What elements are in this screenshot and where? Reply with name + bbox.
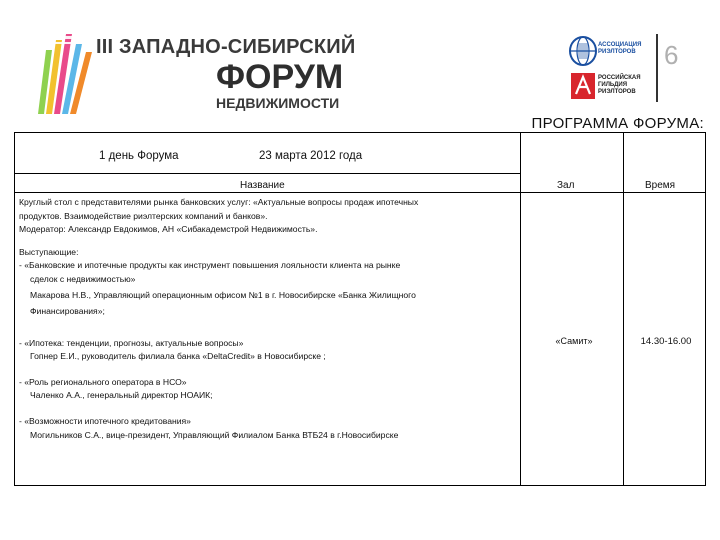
speaker-topic-cont: сделок с недвижимостью» [30,273,136,284]
table-col-divider [520,133,521,485]
partner-logo-guild [568,72,646,102]
speaker-name: Макарова Н.В., Управляющий операционным офисом №1 в г. Новосибирске «Банка Жилищного [30,289,416,300]
speaker-topic: - «Банковские и ипотечные продукты как инструмент повышения лояльности клиента на рынке [19,260,401,271]
speaker-name: Чаленко А.А., генеральный директор НОАИК; [30,390,213,401]
partner2-line3: РИЭЛТОРОВ [598,89,636,95]
forum-logo-icon [32,30,94,116]
forum-title [96,36,355,111]
partner2-line2: ГИЛЬДИЯ [598,82,628,88]
page-number: 6 [664,40,679,70]
session-time: 14.30-16.00 [640,336,692,347]
table-row-divider [15,173,520,174]
session-description [19,196,515,442]
forum-title-line1: III ЗАПАДНО-СИБИРСКИЙ [96,36,356,58]
speaker-topic: - «Роль регионального оператора в НСО» [19,376,187,387]
session-hall: «Самит» [555,336,593,346]
speaker-name: Могильников С.А., вице-президент, Управляющий Филиалом Банка ВТБ24 в г.Новосибирске [30,429,399,440]
speaker-name: Гопнер Е.И., руководитель филиала банка «DeltaCredit» в Новосибирске ; [30,351,326,362]
intro-line: Круглый стол с представителями рынка банковских услуг: «Актуальные вопросы продаж ипотечных [19,197,419,207]
table-row-divider [15,192,705,193]
partner-logo-association [568,34,646,70]
forum-day: 1 день Форума [99,150,179,162]
forum-date: 23 марта 2012 года [259,150,363,162]
association-emblem-icon [568,34,598,68]
speaker-topic: - «Ипотека: тенденции, прогнозы, актуальные вопросы» [19,337,244,348]
partner1-line2: РИЭЛТОРОВ [598,49,636,55]
column-header-hall: Зал [557,180,575,191]
partner2-line1: РОССИЙСКАЯ [598,75,641,81]
speaker-name-cont: Финансирования»; [30,305,105,316]
speaker-topic: - «Возможности ипотечного кредитования» [19,415,191,426]
table-col-divider [623,133,624,485]
forum-title-line3: НЕДВИЖИМОСТИ [216,95,340,111]
speakers-label: Выступающие: [19,246,79,257]
column-header-name: Название [240,180,285,191]
guild-emblem-icon [570,72,596,100]
program-table [14,132,706,486]
program-title: ПРОГРАММА ФОРУМА: [531,115,704,132]
partner1-line1: АССОЦИАЦИЯ [598,42,642,48]
intro-line: продуктов. Взаимодействие риэлтерских компаний и банков». [19,210,268,221]
header-divider [656,34,658,102]
column-header-time: Время [645,180,676,191]
moderator-line: Модератор: Александр Евдокимов, АН «Сибакадемстрой Недвижимость». [19,224,318,235]
forum-title-line2: ФОРУМ [216,58,344,96]
